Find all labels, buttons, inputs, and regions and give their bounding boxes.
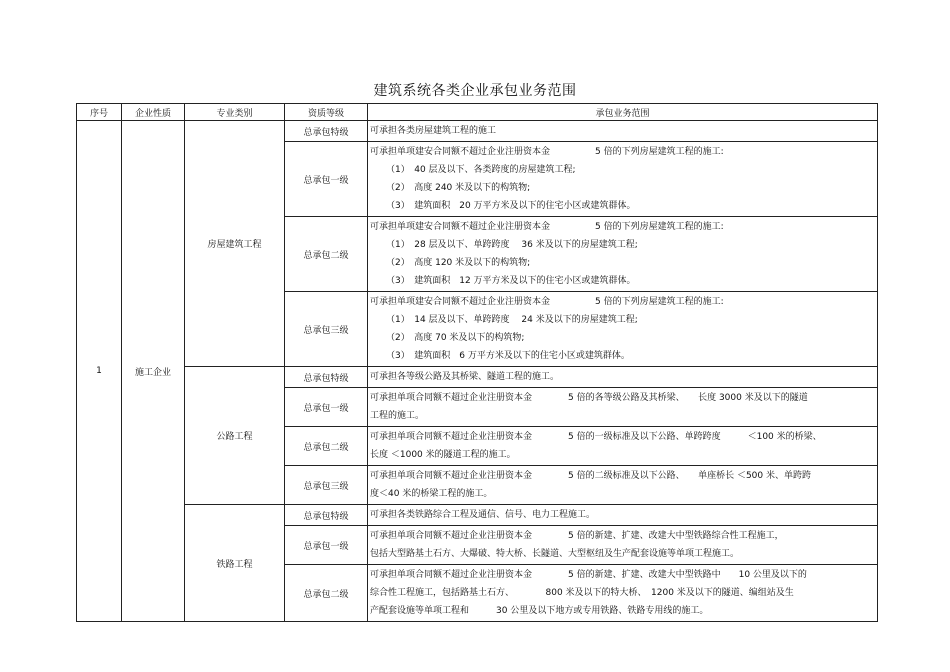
header-seq: 序号 <box>77 104 122 121</box>
scope-line: 产配套设施等单项工程和 30 公里及以下地方或专用铁路、铁路专用线的施工。 <box>370 606 709 616</box>
scope-cell <box>368 367 878 388</box>
header-row <box>77 104 878 121</box>
scope-cell <box>368 526 878 565</box>
category-cell: 房屋建筑工程 <box>185 121 285 367</box>
scope-line: （2） 高度 240 米及以下的构筑物; <box>386 183 531 193</box>
scope-line: 可承担单项合同额不超过企业注册资本金 5 倍的一级标准及以下公路、单跨跨度 ＜100 米的桥梁、 <box>370 432 822 442</box>
scope-line: 度＜40 米的桥梁工程的施工。 <box>370 489 493 499</box>
header-grade: 资质等级 <box>285 104 368 121</box>
grade-cell: 总承包一级 <box>285 142 368 217</box>
scope-line: 可承担单项合同额不超过企业注册资本金 5 倍的各等级公路及其桥梁、 长度 3000 米及以下的隧道 <box>370 393 808 403</box>
grade-cell: 总承包三级 <box>285 292 368 367</box>
grade-cell: 总承包三级 <box>285 466 368 505</box>
grade-cell: 总承包二级 <box>285 217 368 292</box>
scope-line: 可承担单项建安合同额不超过企业注册资本金 5 倍的下列房屋建筑工程的施工: <box>370 147 724 157</box>
category-cell: 公路工程 <box>185 367 285 505</box>
document-title: 建筑系统各类企业承包业务范围 <box>373 83 577 99</box>
scope-line: 可承担单项合同额不超过企业注册资本金 5 倍的二级标准及以下公路、 单座桥长 ＜500 米、单跨跨 <box>370 471 811 481</box>
scope-cell <box>368 121 878 142</box>
scope-cell <box>368 217 878 292</box>
scope-cell <box>368 466 878 505</box>
scope-cell <box>368 505 878 526</box>
scope-line: 长度 ＜1000 米的隧道工程的施工。 <box>370 450 516 460</box>
scope-line: 可承担单项合同额不超过企业注册资本金 5 倍的新建、扩建、改建大中型铁路综合性工程施工， <box>370 531 784 541</box>
scope-table <box>76 103 878 622</box>
scope-line: （1） 28 层及以下、单跨跨度 36 米及以下的房屋建筑工程; <box>386 240 638 250</box>
grade-cell: 总承包二级 <box>285 565 368 622</box>
grade-cell: 总承包特级 <box>285 121 368 142</box>
grade-cell: 总承包特级 <box>285 505 368 526</box>
scope-line: （1） 14 层及以下、单跨跨度 24 米及以下的房屋建筑工程; <box>386 315 638 325</box>
scope-line: 可承担单项建安合同额不超过企业注册资本金 5 倍的下列房屋建筑工程的施工: <box>370 222 724 232</box>
header-scope: 承包业务范围 <box>368 104 878 121</box>
scope-line: 综合性工程施工，包括路基土石方、 800 米及以下的特大桥、 1200 米及以下的隧道、编组站及生 <box>370 588 794 598</box>
table-row <box>77 121 878 142</box>
scope-cell <box>368 292 878 367</box>
nature-cell: 施工企业 <box>122 121 185 622</box>
scope-line: （3） 建筑面积 20 万平方米及以下的住宅小区或建筑群体。 <box>386 201 636 211</box>
table-row <box>77 505 878 526</box>
scope-cell <box>368 142 878 217</box>
scope-line: （3） 建筑面积 6 万平方米及以下的住宅小区或建筑群体。 <box>386 351 630 361</box>
scope-line: 工程的施工。 <box>370 411 425 421</box>
grade-cell: 总承包特级 <box>285 367 368 388</box>
scope-line: （1） 40 层及以下、各类跨度的房屋建筑工程; <box>386 165 576 175</box>
scope-line: 可承担单项建安合同额不超过企业注册资本金 5 倍的下列房屋建筑工程的施工: <box>370 297 724 307</box>
header-category: 专业类别 <box>185 104 285 121</box>
scope-line: 可承担各类房屋建筑工程的施工 <box>370 126 497 136</box>
scope-line: （3） 建筑面积 12 万平方米及以下的住宅小区或建筑群体。 <box>386 276 636 286</box>
seq-cell: 1 <box>77 121 122 622</box>
scope-line: 可承担各类铁路综合工程及通信、信号、电力工程施工。 <box>370 510 596 520</box>
scope-cell <box>368 427 878 466</box>
scope-line: 可承担单项合同额不超过企业注册资本金 5 倍的新建、扩建、改建大中型铁路中 10 公里及以下的 <box>370 570 807 580</box>
scope-cell <box>368 565 878 622</box>
scope-line: 可承担各等级公路及其桥梁、隧道工程的施工。 <box>370 372 560 382</box>
table-row <box>77 367 878 388</box>
scope-line: 包括大型路基土石方、大爆破、特大桥、长隧道、大型枢纽及生产配套设施等单项工程施工。 <box>370 549 740 559</box>
scope-line: （2） 高度 120 米及以下的构筑物; <box>386 258 531 268</box>
header-nature: 企业性质 <box>122 104 185 121</box>
scope-line: （2） 高度 70 米及以下的构筑物; <box>386 333 525 343</box>
category-cell: 铁路工程 <box>185 505 285 622</box>
scope-cell <box>368 388 878 427</box>
grade-cell: 总承包二级 <box>285 427 368 466</box>
grade-cell: 总承包一级 <box>285 388 368 427</box>
table-body <box>77 121 878 622</box>
grade-cell: 总承包一级 <box>285 526 368 565</box>
